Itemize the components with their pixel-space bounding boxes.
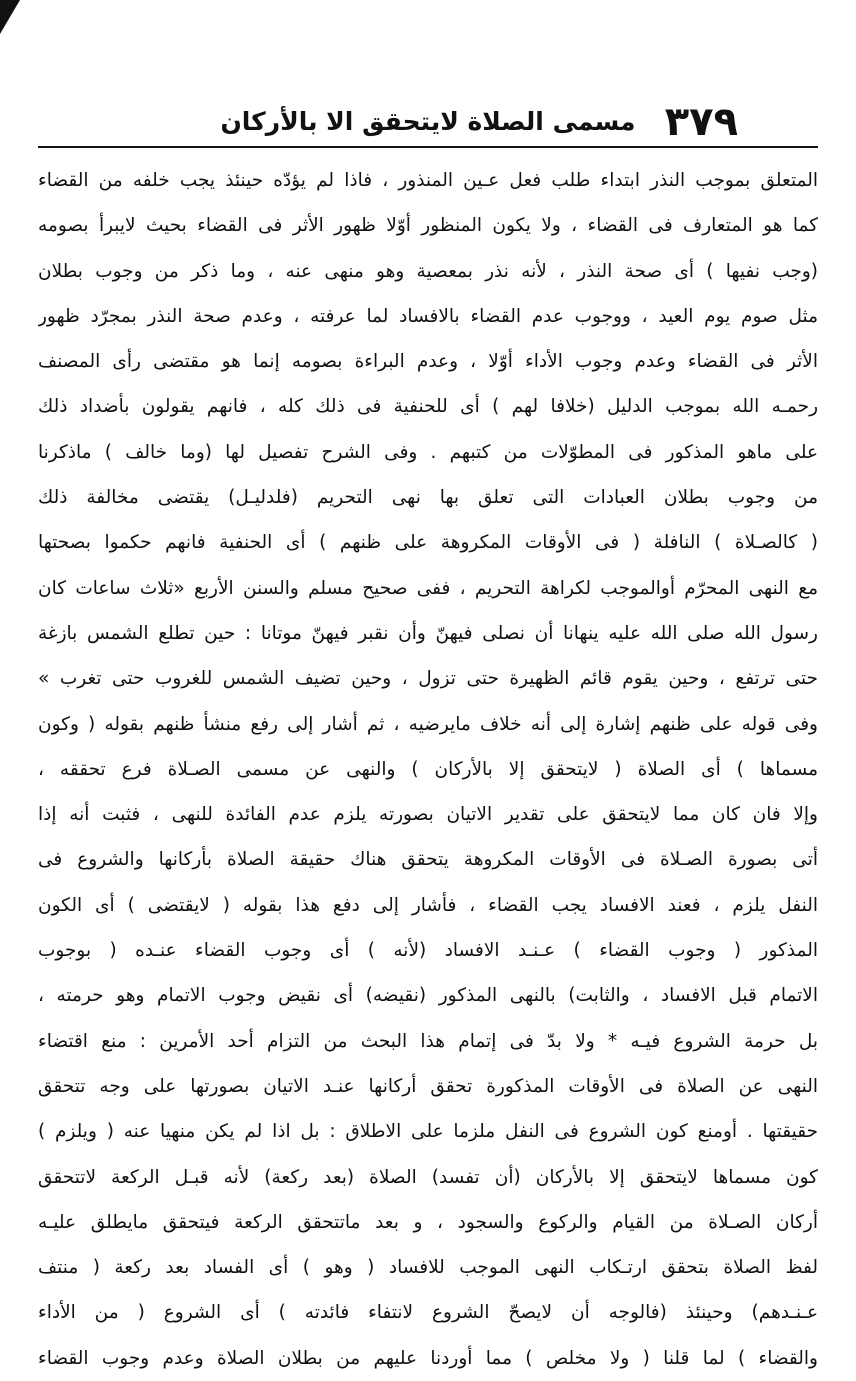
text-line: رسول الله صلى الله عليه ينهانا أن نصلى فيهنّ وأن نقبر فيهنّ موتانا : حين تطلع الشمس بازغة [38,622,818,644]
text-line: حقيقتها . أومنع كون الشروع فى النفل ملزما على الاطلاق : بل اذا لم يكن منهيا عنه ( ويلزم ) [38,1121,818,1143]
text-line: (وجب نفيها ) أى صحة النذر ، لأنه نذر بمعصية وهو منهى عنه ، وما ذكر من وجوب بطلان [38,260,818,282]
text-line: كما هو المتعارف فى القضاء ، ولا يكون المنظور أوّلا ظهور الأثر فى القضاء بحيث لايبرأ بصومه [38,215,818,237]
page-number: ٣٧٩ [664,99,738,145]
text-line: عـنـدهم) وحينئذ (فالوجه أن لايصحّ الشروع لانتفاء فائدته ) أى الشروع ( من الأداء [38,1302,818,1324]
running-title: مسمى الصلاة لايتحقق الا بالأركان [220,107,636,136]
text-line: ( كالصـلاة ) النافلة ( فى الأوقات المكروهة على ظنهم ) أى الحنفية فانهم حكموا بصحتها [38,532,818,554]
text-line: كون مسماها لايتحقق إلا بالأركان (أن تفسد) الصلاة (بعد ركعة) لأنه قبـل الركعة لاتتحقق [38,1166,818,1188]
text-line: بل حرمة الشروع فيـه * ولا بدّ فى إتمام هذا البحث من التزام أحد الأمرين : منع اقتضاء [38,1030,818,1052]
text-line: أركان الصـلاة من القيام والركوع والسجود ، و بعد ماتتحقق الركعة فيتحقق مايطلق عليـه [38,1211,818,1233]
text-line: حتى ترتفع ، وحين يقوم قائم الظهيرة حتى تزول ، وحين تضيف الشمس للغروب حتى تغرب » [38,668,818,690]
text-line: لفظ الصلاة بتحقق ارتـكاب النهى الموجب للافساد ( وهو ) أى الفساد بعد ركعة ( منتف [38,1257,818,1279]
page-corner-mark [0,0,20,34]
text-line: الأثر فى القضاء وعدم وجوب الأداء أوّلا ، وعدم البراءة بصومه إنما هو مقتضى رأى المصنف [38,351,818,373]
text-line: على ماهو المذكور فى المطوّلات من كتبهم . وفى الشرح تفصيل لها (وما خالف ) ماذكرنا [38,441,818,463]
text-line: أتى بصورة الصـلاة فى الأوقات المكروهة يتحقق هناك حقيقة الصلاة بأركانها والشروع فى [38,849,818,871]
body-text [38,158,818,1381]
text-line: من وجوب بطلان العبادات التى تعلق بها نهى التحريم (فلدليـل) يقتضى مخالفة ذلك [38,487,818,509]
text-line: الاتمام قبل الافساد ، والثابت) بالنهى المذكور (نقيضه) أى نقيض وجوب الاتمام وهو حرمته ، [38,985,818,1007]
header-divider [38,146,818,148]
text-line: وفى قوله على ظنهم إشارة إلى أنه خلاف مايرضيه ، ثم أشار إلى رفع منشأ ظنهم بقوله ( وكون [38,713,818,735]
text-line: النفل يلزم ، فعند الافساد يجب القضاء ، فأشار إلى دفع هذا بقوله ( لايقتضى ) أى الكون [38,894,818,916]
text-line: رحمـه الله بموجب الدليل (خلافا لهم ) أى للحنفية فى ذلك كله ، فانهم يقولون بأضداد ذلك [38,396,818,418]
text-line: النهى عن الصلاة فى الأوقات المذكورة تحقق أركانها عنـد الاتيان بصورتها على وجه تتحقق [38,1075,818,1097]
text-line: المذكور ( وجوب القضاء ) عـنـد الافساد (لأنه ) أى وجوب القضاء عنـده ( بوجوب [38,940,818,962]
text-line: مثل صوم يوم العيد ، ووجوب عدم القضاء بالافساد لما عرفته ، وعدم صحة النذر بمجرّد ظهور [38,305,818,327]
text-line: وإلا فان كان مما لايتحقق على تقدير الاتيان بصورته يلزم عدم الفائدة للنهى ، فثبت أنه إذا [38,804,818,826]
text-line: والقضاء ) لما قلنا ( ولا مخلص ) مما أوردنا عليهم من بطلان الصلاة وعدم وجوب القضاء [38,1347,818,1369]
text-line: المتعلق بموجب النذر ابتداء طلب فعل عـين المنذور ، فاذا لم يؤدّه حينئذ يجب خلفه من القضاء [38,170,818,191]
page-header [40,98,816,146]
text-line: مسماها ) أى الصلاة ( لايتحقق إلا بالأركان ) والنهى عن مسمى الصـلاة فرع تحققه ، [38,758,818,780]
text-line: مع النهى المحرّم أوالموجب لكراهة التحريم ، ففى صحيح مسلم والسنن الأربع «ثلاث ساعات كان [38,577,818,599]
